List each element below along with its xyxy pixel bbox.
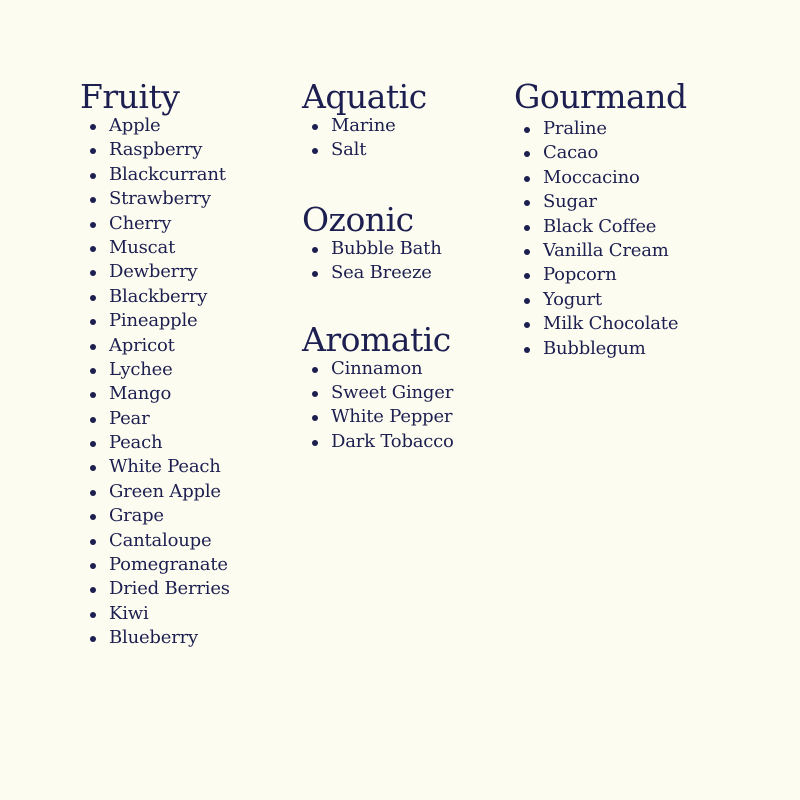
bullet-icon — [90, 539, 96, 545]
category-gourmand — [514, 77, 744, 361]
note-item — [80, 334, 290, 358]
section-spacer — [302, 163, 507, 203]
bullet-icon — [90, 514, 96, 520]
note-label: Popcorn — [543, 264, 617, 286]
note-label: Mango — [109, 383, 172, 405]
note-list-aromatic — [302, 357, 507, 455]
bullet-icon — [90, 319, 96, 325]
bullet-icon — [90, 270, 96, 276]
bullet-icon — [524, 273, 530, 279]
category-aromatic — [302, 319, 507, 455]
note-label: Vanilla Cream — [543, 239, 669, 261]
note-item — [302, 261, 507, 285]
bullet-icon — [524, 127, 530, 133]
note-item — [80, 236, 290, 260]
note-item — [80, 407, 290, 431]
note-label: Sweet Ginger — [331, 381, 454, 403]
note-item — [80, 260, 290, 284]
note-label: Moccacino — [543, 166, 640, 188]
bullet-icon — [90, 197, 96, 203]
note-item — [80, 138, 290, 162]
category-title-aquatic: Aquatic — [302, 77, 427, 116]
bullet-icon — [90, 563, 96, 569]
note-label: Salt — [331, 139, 367, 161]
note-label: Marine — [331, 115, 396, 136]
note-item — [302, 138, 507, 162]
bullet-icon — [90, 222, 96, 228]
note-item — [80, 602, 290, 626]
note-item — [80, 626, 290, 650]
column-middle — [302, 77, 507, 454]
note-item — [514, 215, 744, 239]
category-title-fruity: Fruity — [80, 77, 180, 116]
note-item — [80, 187, 290, 211]
bullet-icon — [90, 612, 96, 618]
bullet-icon — [312, 415, 318, 421]
bullet-icon — [524, 151, 530, 157]
column-right — [514, 77, 744, 361]
note-label: Strawberry — [109, 188, 211, 210]
note-item — [302, 381, 507, 405]
note-label: Pear — [109, 407, 150, 429]
bullet-icon — [90, 392, 96, 398]
note-item — [80, 431, 290, 455]
bullet-icon — [524, 200, 530, 206]
bullet-icon — [90, 417, 96, 423]
bullet-icon — [312, 148, 318, 154]
note-label: Pineapple — [109, 310, 198, 332]
bullet-icon — [90, 636, 96, 642]
note-item — [302, 237, 507, 261]
note-item — [514, 239, 744, 263]
note-label: Dark Tobacco — [331, 430, 454, 452]
note-label: Blackcurrant — [109, 163, 226, 185]
note-label: Blackberry — [109, 285, 208, 307]
bullet-icon — [312, 367, 318, 373]
note-label: Muscat — [109, 236, 176, 258]
note-label: Cherry — [109, 212, 172, 234]
note-item — [80, 285, 290, 309]
category-title-gourmand: Gourmand — [514, 77, 687, 116]
note-label: Dried Berries — [109, 578, 230, 600]
bullet-icon — [524, 176, 530, 182]
category-title-ozonic: Ozonic — [302, 199, 414, 239]
bullet-icon — [90, 368, 96, 374]
note-label: Pomegranate — [109, 554, 228, 576]
note-label: Black Coffee — [543, 215, 657, 237]
note-list-fruity — [80, 114, 290, 651]
note-label: Bubble Bath — [331, 237, 442, 259]
category-title-aromatic: Aromatic — [302, 319, 451, 359]
note-label: White Peach — [109, 456, 221, 478]
bullet-icon — [524, 322, 530, 328]
category-aquatic — [302, 77, 507, 163]
note-item — [80, 114, 290, 138]
category-ozonic — [302, 199, 507, 286]
note-item — [80, 577, 290, 601]
note-list-ozonic — [302, 237, 507, 286]
note-label: White Pepper — [331, 406, 453, 428]
note-label: Apple — [109, 115, 161, 136]
note-label: Peach — [109, 432, 163, 454]
note-item — [80, 504, 290, 528]
note-item — [302, 357, 507, 381]
bullet-icon — [312, 440, 318, 446]
bullet-icon — [524, 298, 530, 304]
note-item — [80, 212, 290, 236]
bullet-icon — [524, 249, 530, 255]
note-label: Milk Chocolate — [543, 313, 679, 335]
bullet-icon — [312, 124, 318, 130]
note-label: Cantaloupe — [109, 529, 212, 551]
bullet-icon — [90, 295, 96, 301]
note-label: Bubblegum — [543, 337, 646, 359]
column-left — [80, 77, 290, 651]
note-item — [302, 405, 507, 429]
note-label: Grape — [109, 505, 164, 527]
bullet-icon — [90, 246, 96, 252]
note-item — [514, 166, 744, 190]
note-label: Cacao — [543, 142, 599, 164]
note-item — [514, 190, 744, 214]
note-label: Green Apple — [109, 480, 221, 502]
note-label: Yogurt — [543, 288, 602, 310]
note-item — [80, 309, 290, 333]
note-label: Dewberry — [109, 261, 198, 283]
bullet-icon — [90, 587, 96, 593]
note-label: Raspberry — [109, 139, 203, 161]
bullet-icon — [312, 391, 318, 397]
note-label: Kiwi — [109, 602, 149, 624]
bullet-icon — [90, 465, 96, 471]
bullet-icon — [90, 344, 96, 350]
note-item — [80, 480, 290, 504]
note-item — [302, 114, 507, 138]
note-item — [514, 263, 744, 287]
bullet-icon — [90, 173, 96, 179]
bullet-icon — [524, 225, 530, 231]
bullet-icon — [90, 148, 96, 154]
note-item — [80, 529, 290, 553]
note-item — [302, 430, 507, 454]
bullet-icon — [90, 490, 96, 496]
note-label: Sugar — [543, 191, 597, 213]
note-item — [80, 553, 290, 577]
note-item — [80, 358, 290, 382]
category-fruity — [80, 77, 290, 651]
note-list-gourmand — [514, 117, 744, 361]
note-list-aquatic — [302, 114, 507, 163]
note-label: Apricot — [109, 334, 175, 356]
note-item — [80, 455, 290, 479]
note-label: Sea Breeze — [331, 262, 432, 284]
note-item — [514, 141, 744, 165]
note-item — [514, 312, 744, 336]
note-label: Blueberry — [109, 627, 198, 649]
bullet-icon — [90, 441, 96, 447]
note-label: Praline — [543, 118, 607, 139]
bullet-icon — [312, 271, 318, 277]
note-item — [80, 163, 290, 187]
note-item — [514, 337, 744, 361]
bullet-icon — [524, 347, 530, 353]
note-item — [80, 382, 290, 406]
note-item — [514, 288, 744, 312]
bullet-icon — [90, 124, 96, 130]
note-label: Lychee — [109, 358, 173, 380]
note-item — [514, 117, 744, 141]
bullet-icon — [312, 247, 318, 253]
note-label: Cinnamon — [331, 357, 423, 379]
section-spacer — [302, 286, 507, 323]
